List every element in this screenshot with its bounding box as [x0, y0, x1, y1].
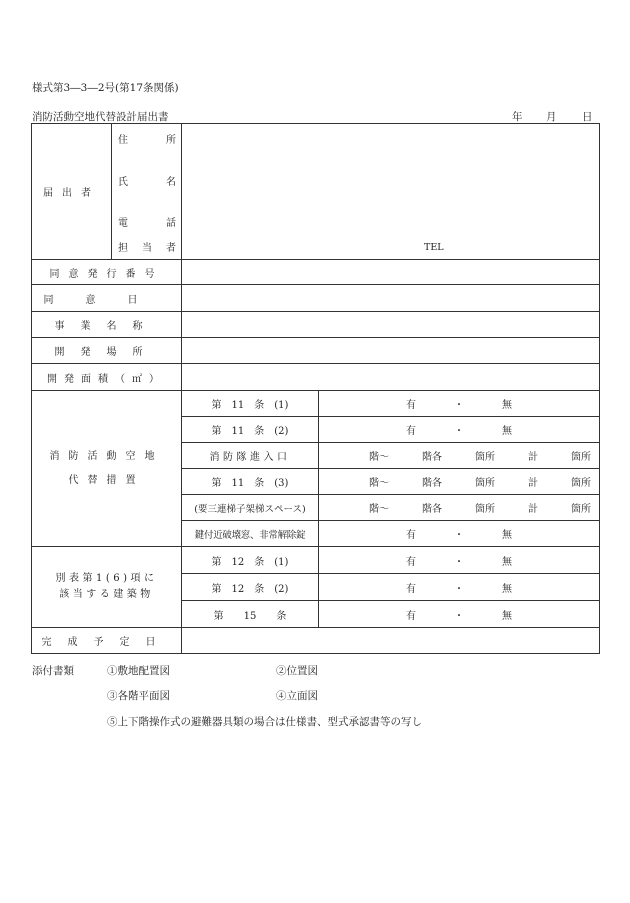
development-location-label: 開発場所 — [32, 338, 182, 364]
article-11-1-label: 第 11 条 (1) — [182, 391, 319, 417]
report-form-table — [31, 123, 600, 654]
article-15-label: 第 15 条 — [182, 601, 319, 628]
completion-date-field[interactable] — [182, 628, 600, 654]
development-location-field[interactable] — [182, 338, 600, 364]
form-number: 様式第3―3―2号(第17条関係) — [32, 82, 179, 94]
phone-label: 電話 — [118, 218, 176, 229]
fire-entry-floors[interactable]: 階～ 階各 箇所 計 箇所 — [319, 443, 600, 469]
article-15-choice[interactable]: 有 ・ 無 — [319, 601, 600, 628]
article-11-3-floors[interactable]: 階～ 階各 箇所 計 箇所 — [319, 469, 600, 495]
fire-space-label: 消防活動空地 代替措置 — [32, 391, 182, 547]
article-12-2-label: 第 12 条 (2) — [182, 574, 319, 601]
development-area-field[interactable] — [182, 364, 600, 391]
date-month-label: 月 — [546, 111, 557, 123]
ladder-space-label: (要三連梯子架梯スペース) — [182, 495, 319, 521]
development-area-label: 開発面積（㎡） — [32, 364, 182, 391]
date-day-label: 日 — [582, 111, 593, 123]
consent-date-label: 同意日 — [32, 285, 182, 312]
project-name-field[interactable] — [182, 312, 600, 338]
applicant-field-labels — [112, 124, 182, 260]
article-12-1-label: 第 12 条 (1) — [182, 547, 319, 574]
ladder-space-floors[interactable]: 階～ 階各 箇所 計 箇所 — [319, 495, 600, 521]
consent-date-field[interactable] — [182, 285, 600, 312]
breakable-window-choice[interactable]: 有 ・ 無 — [319, 521, 600, 547]
article-12-2-choice[interactable]: 有 ・ 無 — [319, 574, 600, 601]
article-11-2-label: 第 11 条 (2) — [182, 417, 319, 443]
attachment-elevations: ④立面図 — [276, 690, 318, 702]
applicant-value-cell[interactable] — [182, 124, 600, 260]
date-year-label: 年 — [512, 111, 523, 123]
attachment-floor-plans: ③各階平面図 — [107, 690, 170, 702]
completion-date-label: 完成予定日 — [32, 628, 182, 654]
breakable-window-label: 鍵付近破壊窓、非常解除錠 — [182, 521, 319, 547]
article-11-3-label: 第 11 条 (3) — [182, 469, 319, 495]
contact-person-label: 担当者 — [118, 243, 176, 254]
document-title: 消防活動空地代替設計届出書 — [32, 111, 169, 123]
project-name-label: 事業名称 — [32, 312, 182, 338]
article-11-2-choice[interactable]: 有 ・ 無 — [319, 417, 600, 443]
consent-number-field[interactable] — [182, 260, 600, 285]
consent-number-label: 同意発行番号 — [32, 260, 182, 285]
fire-entry-label: 消防隊進入口 — [182, 443, 319, 469]
attachment-site-plan: ①敷地配置図 — [107, 665, 170, 677]
appendix-building-label: 別表第1(6)項に 該当する建築物 — [32, 547, 182, 628]
tel-label: TEL — [424, 242, 444, 253]
applicant-label: 届出者 — [32, 124, 112, 260]
address-label: 住所 — [118, 135, 176, 146]
article-11-1-choice[interactable]: 有 ・ 無 — [319, 391, 600, 417]
attachments-label: 添付書類 — [32, 665, 74, 677]
article-12-1-choice[interactable]: 有 ・ 無 — [319, 547, 600, 574]
name-label: 氏名 — [118, 177, 176, 188]
attachment-evacuation-specs: ⑤上下階操作式の避難器具類の場合は仕様書、型式承認書等の写し — [107, 716, 422, 728]
attachment-location-map: ②位置図 — [276, 665, 318, 677]
